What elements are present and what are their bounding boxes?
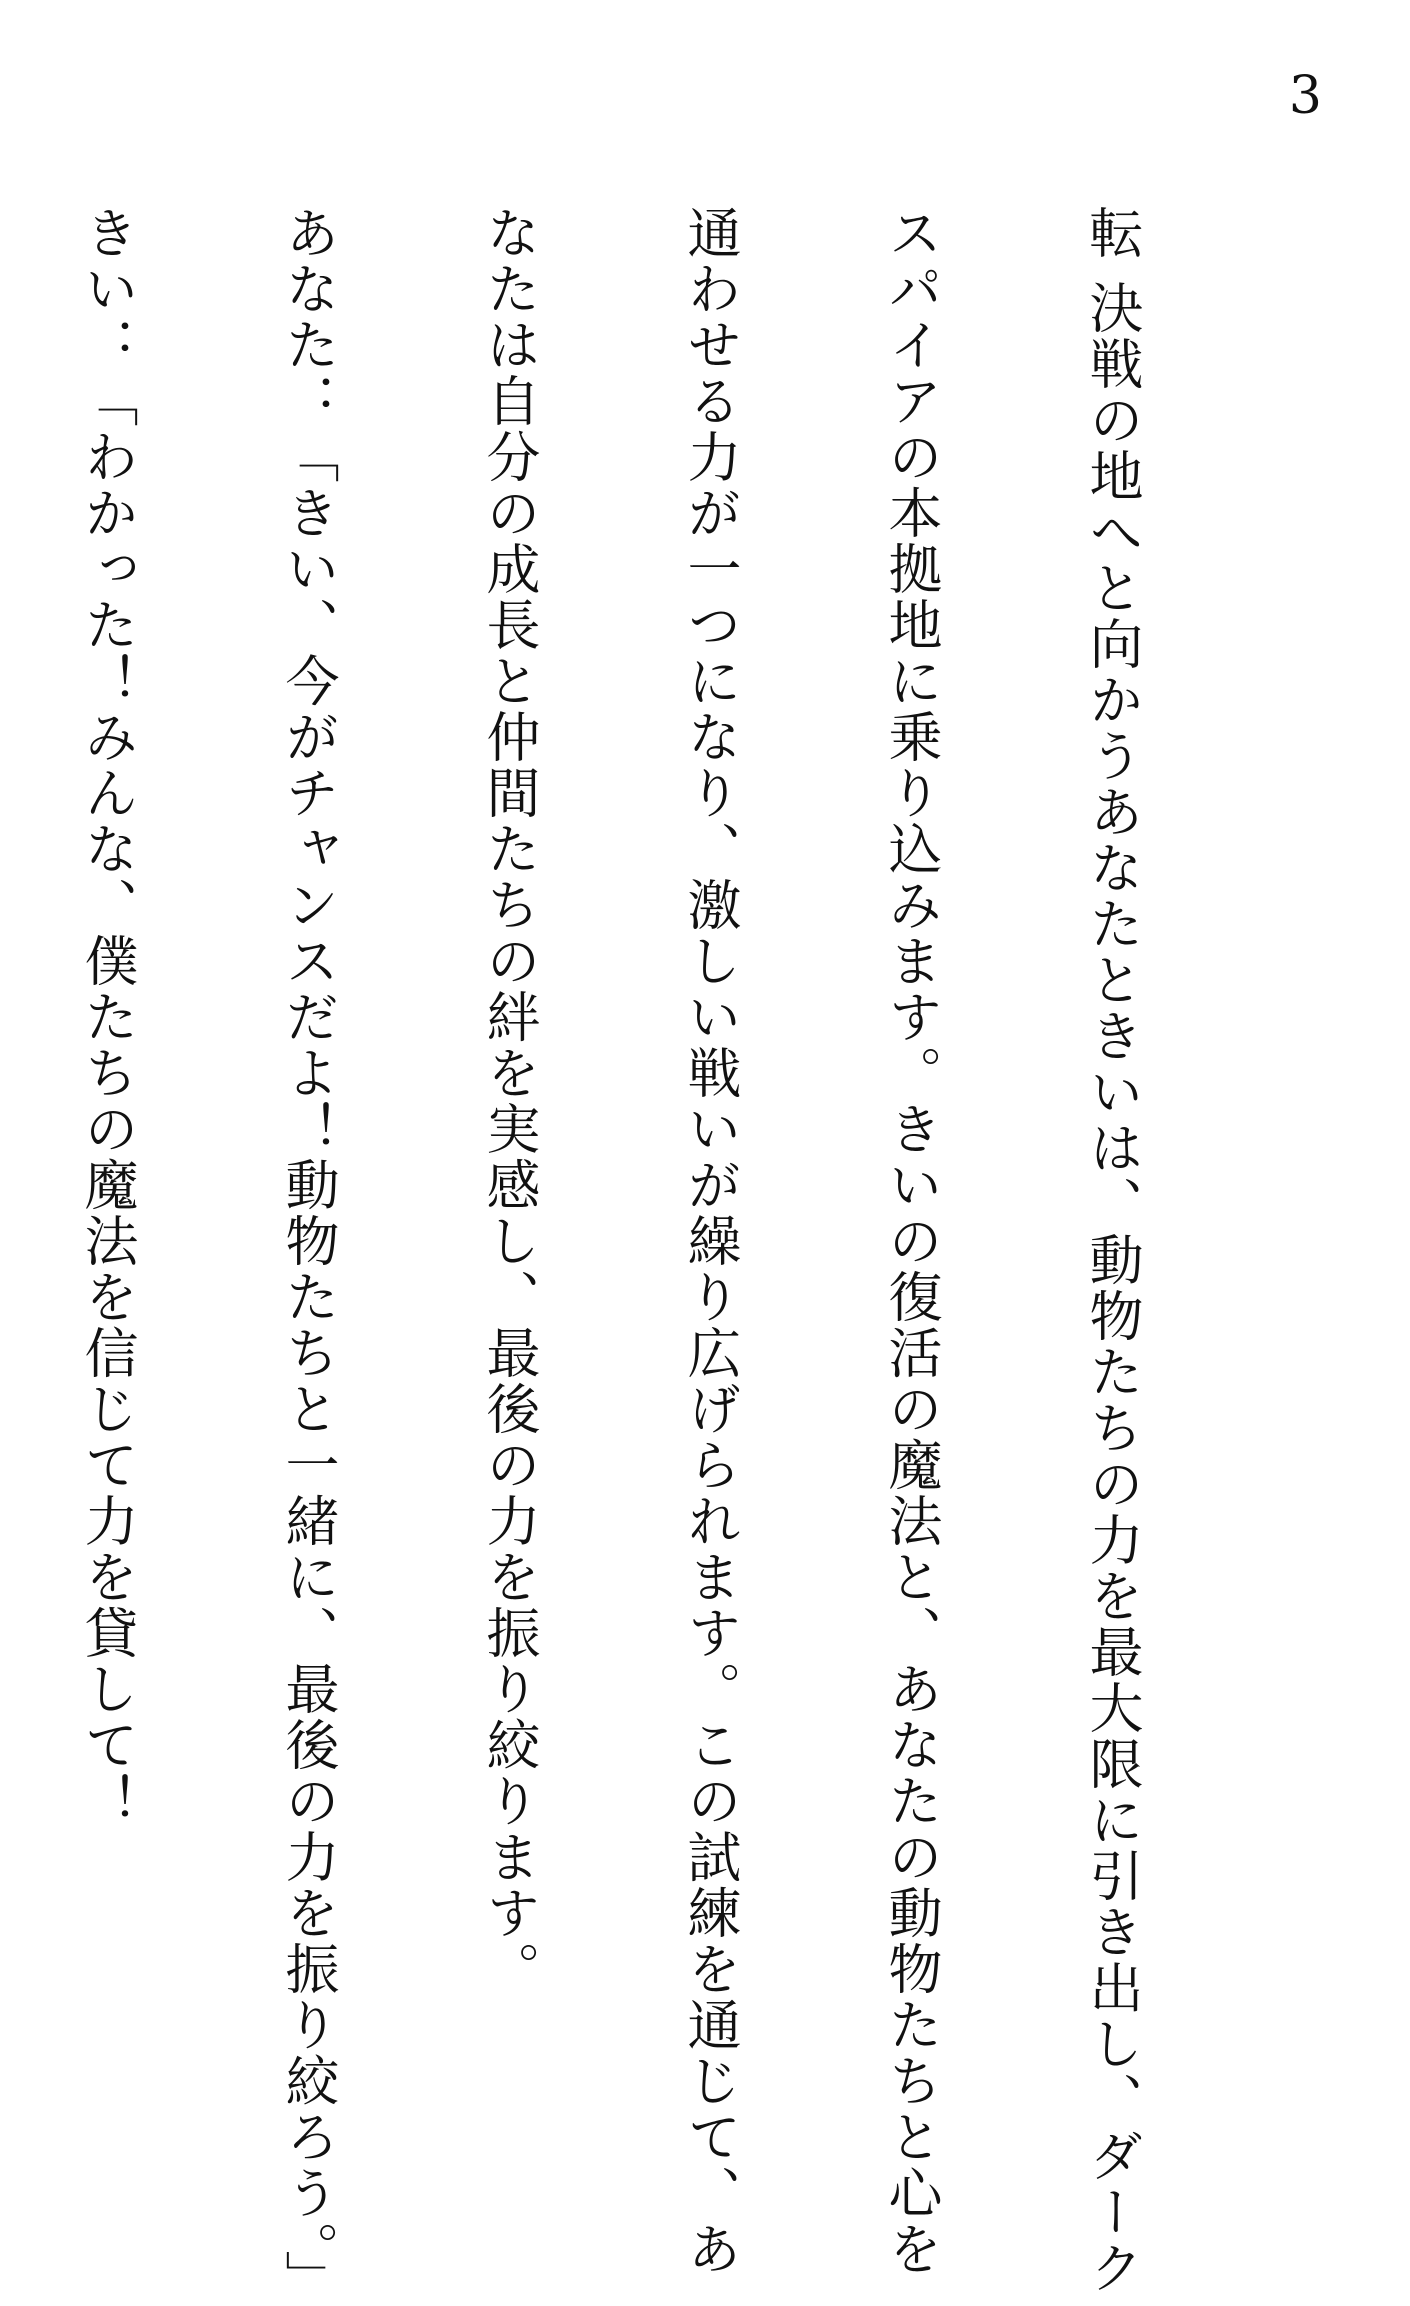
dialogue-line: あなた：「きい、今がチャンスだよ！動物たちと一緒に、最後の力を振り絞ろう。」 [277, 205, 340, 2306]
page-number: 3 [1288, 66, 1322, 126]
story-text [0, 205, 1280, 2306]
text-line: スパイアの本拠地に乗り込みます。きいの復活の魔法と、あなたの動物たちと心を [880, 205, 943, 2277]
text-line: 通わせる力が一つになり、激しい戦いが繰り広げられます。この試練を通じて、あ [679, 205, 742, 2277]
text-line: 転 決戦の地へと向かうあなたときいは、動物たちの力を最大限に引き出し、ダーク [1081, 205, 1144, 2297]
dialogue-line: きい：「わかった！みんな、僕たちの魔法を信じて力を貸して！ [76, 205, 139, 1829]
text-line: なたは自分の成長と仲間たちの絆を実感し、最後の力を振り絞ります。 [478, 205, 541, 1997]
